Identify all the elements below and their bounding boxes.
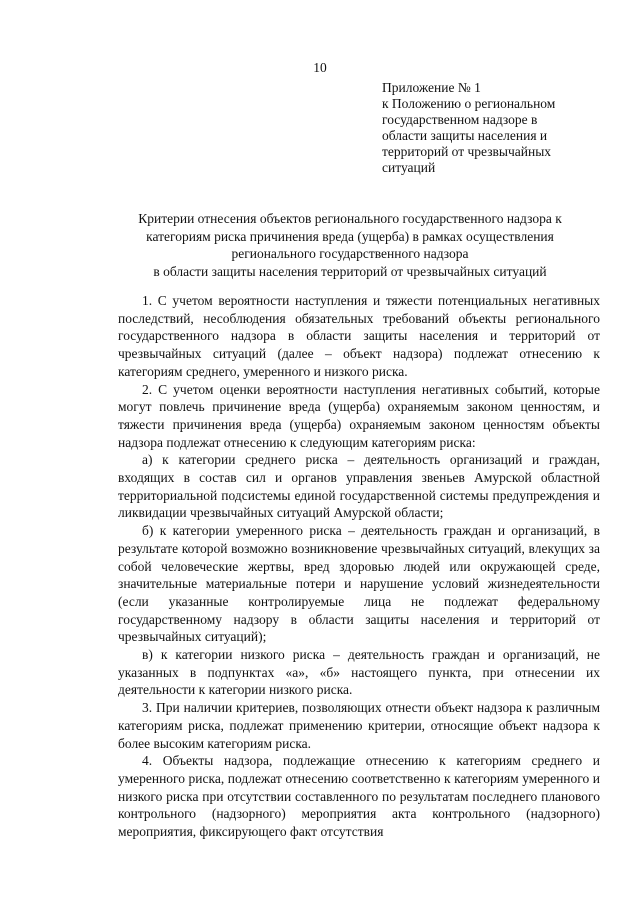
page-number: 10	[313, 60, 327, 75]
paragraph-4: 4. Объекты надзора, подлежащие отнесению к категориям среднего и умеренного риска, подлежат отнесению соответственно к категориям умеренного и низкого риска при отсутствии составленного по результатам последнего планового контрольного (надзорного) мероприятия акта контрольного (надзорного) мероприятия, фиксирующего факт отсутствия	[118, 753, 600, 840]
appendix-header	[382, 80, 622, 176]
paragraph-2a: а) к категории среднего риска – деятельность организаций и граждан, входящих в состав сил и органов управления звеньев Амурской областной территориальной подсистемы единой государственной системы предупреждения и ликвидации чрезвычайных ситуаций Амурской области;	[118, 452, 600, 521]
paragraph-2: 2. С учетом оценки вероятности наступления негативных событий, которые могут повлечь причинение вреда (ущерба) охраняемым законом ценностям, и тяжести причинения вреда (ущерба) охраняемым законом ценностям объекты надзора подлежат отнесению к следующим категориям риска:	[118, 381, 600, 450]
appendix-line: к Положению о региональном	[382, 96, 556, 111]
paragraph-2v: в) к категории низкого риска – деятельность граждан и организаций, не указанных в подпунктах «а», «б» настоящего пункта, при отнесении их деятельности к категории низкого риска.	[118, 647, 600, 698]
appendix-line: территорий от чрезвычайных	[382, 144, 552, 159]
appendix-line: Приложение № 1	[382, 80, 481, 95]
title-line: Критерии отнесения объектов регионального государственного надзора к	[138, 211, 562, 226]
paragraph-1: 1. С учетом вероятности наступления и тяжести потенциальных негативных последствий, несоблюдения обязательных требований объекты регионального государственного надзора в области защиты населения и территорий от чрезвычайных ситуаций (далее – объект надзора) подлежат отнесению к категориям среднего, умеренного и низкого риска.	[118, 293, 600, 379]
document-body	[118, 292, 600, 841]
paragraph-3: 3. При наличии критериев, позволяющих отнести объект надзора к различным категориям риска, подлежат применению критерии, относящие объект надзора к более высоким категориям риска.	[118, 700, 600, 751]
title-line: в области защиты населения территорий от чрезвычайных ситуаций	[153, 263, 547, 279]
paragraph-2b: б) к категории умеренного риска – деятельность граждан и организаций, в результате которой возможно возникновение чрезвычайных ситуаций, влекущих за собой человеческие жертвы, вред здоровью людей или окружающей среде, значительные материальные потери и нарушение условий жизнедеятельности (если указанные контролируемые лица не подлежат федеральному государственному надзору в области защиты населения и территорий от чрезвычайных ситуаций);	[118, 523, 600, 645]
document-title	[100, 210, 600, 280]
appendix-line: области защиты населения и	[382, 128, 548, 143]
title-line: регионального государственного надзора	[231, 246, 469, 261]
appendix-line: ситуаций	[382, 160, 436, 175]
appendix-line: государственном надзоре в	[382, 112, 538, 127]
title-line: категориям риска причинения вреда (ущерба) в рамках осуществления	[146, 228, 554, 244]
